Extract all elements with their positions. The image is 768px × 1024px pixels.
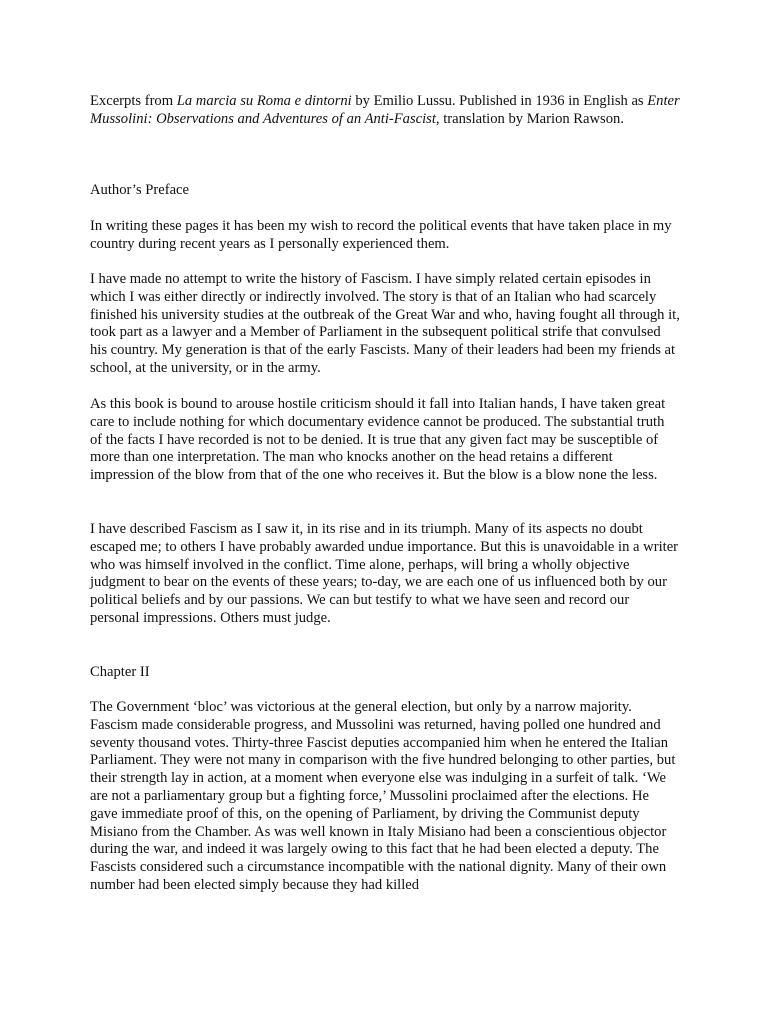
paragraph-text: In writing these pages it has been my wish to record the political events that have taken place in my country during recent years as I personally experienced them. [90, 218, 672, 252]
english-title: Enter Mussolini: Observations and Adventures of an Anti-Fascist [90, 93, 680, 127]
paragraph-text: I have described Fascism as I saw it, in its rise and in its triumph. Many of its aspects no doubt escaped me; to others I have probably awarded undue importance. But this is unavoidable in a writer who was himself involved in the conflict. Time alone, perhaps, will bring a wholly objective judgment to bear on the events of these years; to-day, we are each one of us influenced both by our political beliefs and by our passions. We can but testify to what we have seen and record our personal impressions. Others must judge. [90, 521, 679, 626]
paragraph-text: The Government ‘bloc’ was victorious at the general election, but only by a narrow majority. Fascism made considerable progress, and Mussolini was returned, having polled one hundred and seventy thousand votes. Thirty-three Fascist deputies accompanied him when he entered the Italian Parliament. They were not many in comparison with the five hundred belonging to other parties, but their strength lay in action, at a moment when everyone else was indulging in a surfeit of talk. ‘We are not a parliamentary group but a fighting force,’ Mussolini proclaimed after the elections. He gave immediate proof of this, on the opening of Parliament, by driving the Communist deputy Misiano from the Chamber. As was well known in Italy Misiano had been a conscientious objector during the war, and indeed it was largely owing to this fact that he had been elected a deputy. The Fascists considered such a circumstance incompatible with the national dignity. Many of their own number had been elected simply because they had killed [90, 699, 676, 893]
chapter-heading-text: Chapter II [90, 664, 150, 680]
intro-paragraph [90, 93, 680, 129]
preface-paragraph-2 [90, 271, 680, 378]
preface-heading [90, 182, 680, 200]
original-title: La marcia su Roma e dintorni [176, 93, 352, 109]
intro-suffix: , translation by Marion Rawson. [435, 110, 624, 127]
intro-prefix: Excerpts from [90, 93, 177, 109]
chapter-paragraph-1 [90, 699, 680, 895]
intro-text [90, 93, 680, 129]
paragraph-text: I have made no attempt to write the history of Fascism. I have simply related certain episodes in which I was either directly or indirectly involved. The story is that of an Italian who had scarcely finished his university studies at the outbreak of the Great War and who, having fought all through it, took part as a lawyer and a Member of Parliament in the subsequent political strife that convulsed his country. My generation is that of the early Fascists. Many of their leaders had been my friends at school, at the university, or in the army. [90, 271, 680, 376]
preface-heading-text: Author’s Preface [90, 182, 190, 198]
preface-paragraph-4 [90, 521, 680, 628]
preface-paragraph-3 [90, 396, 680, 485]
chapter-heading [90, 664, 680, 682]
paragraph-text: As this book is bound to arouse hostile criticism should it fall into Italian hands, I have taken great care to include nothing for which documentary evidence cannot be produced. The substantial truth of the facts I have recorded is not to be denied. It is true that any given fact may be susceptible of more than one interpretation. The man who knocks another on the head retains a different impression of the blow from that of the one who receives it. But the blow is a blow none the less. [90, 396, 666, 484]
preface-paragraph-1 [90, 218, 680, 254]
intro-middle: by Emilio Lussu. Published in 1936 in English as [351, 93, 648, 109]
